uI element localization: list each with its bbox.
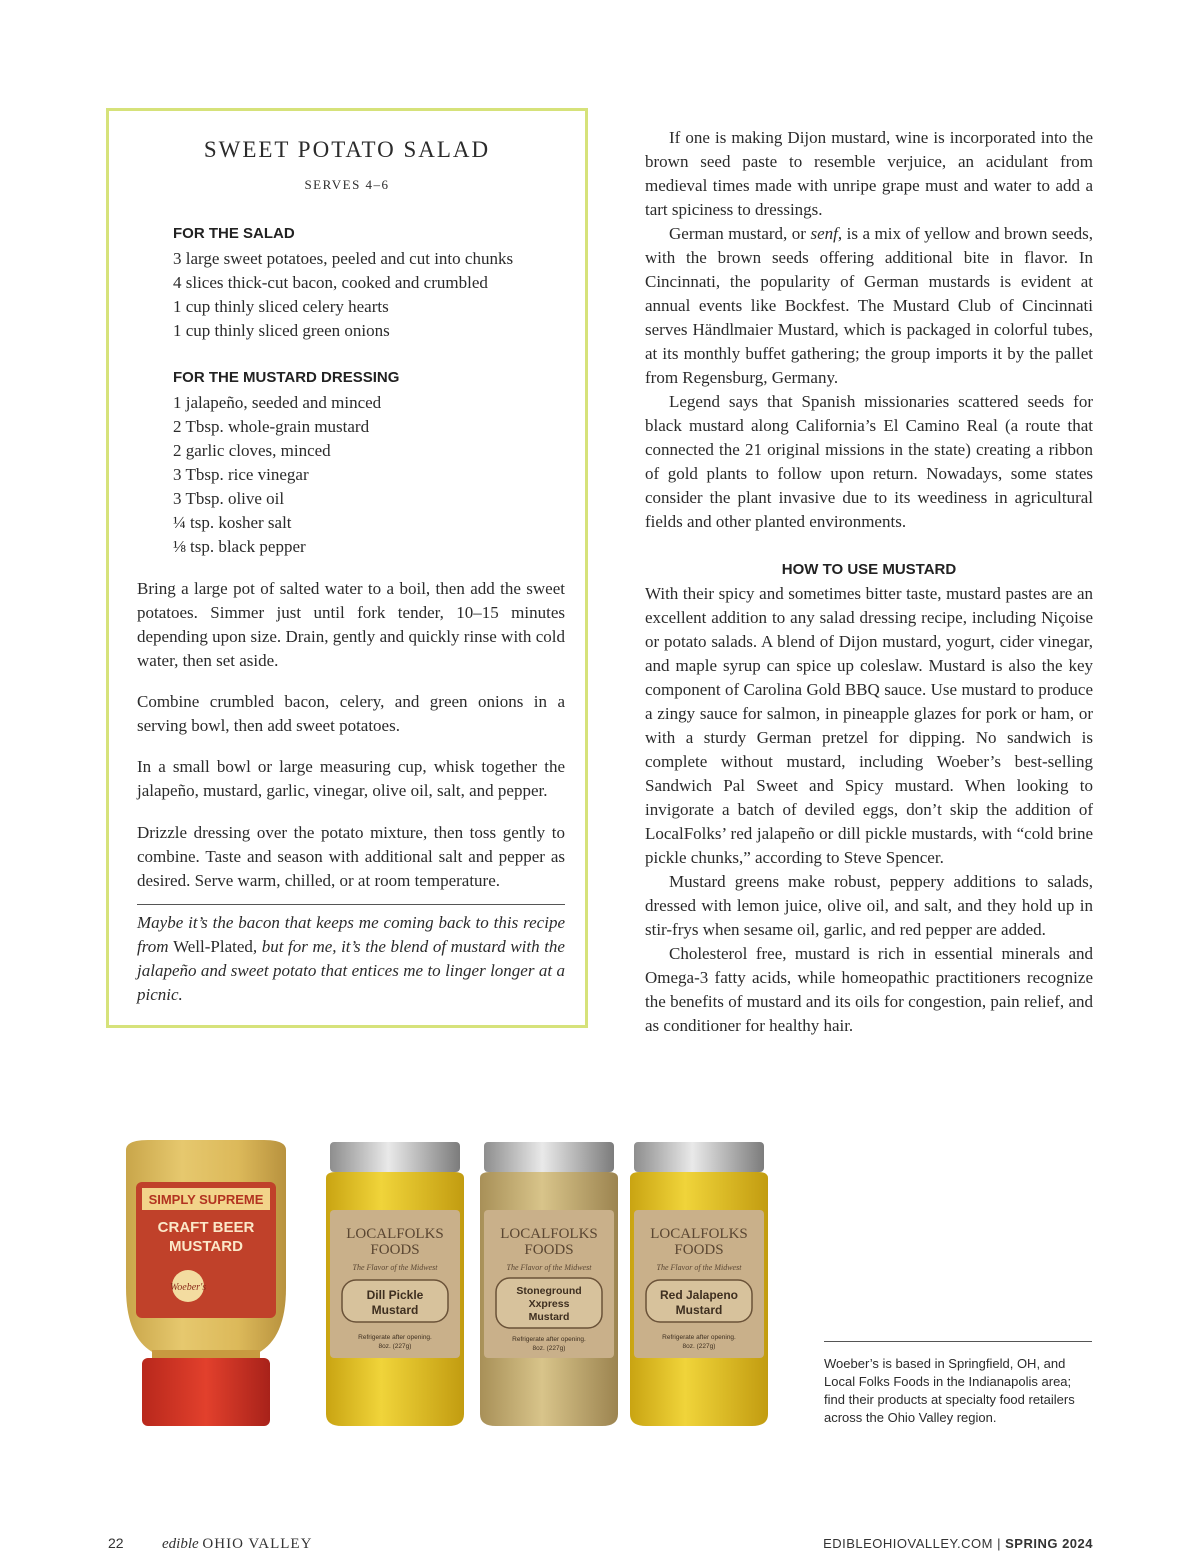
note-text: Maybe it’s the bacon that keeps me coming back to this recipe from xyxy=(137,913,565,956)
jar-name-text: Dill Pickle xyxy=(366,1288,424,1302)
note-source: Well-Plated xyxy=(173,937,253,956)
article-text: German mustard, or xyxy=(669,224,811,243)
jar-brand-text: FOODS xyxy=(524,1242,574,1258)
label-product-text: CRAFT BEER xyxy=(157,1219,255,1236)
note-text: , but for me, it’s the blend of mustard with the jalapeño and sweet potato that entices me to linger longer at a picnic. xyxy=(137,937,565,1004)
article-paragraph: If one is making Dijon mustard, wine is incorporated into the brown seed paste to resemble verjuice, an acidulant from medieval times made with unripe grape must and water to add a tart spiciness to dressings. xyxy=(645,128,1093,219)
mustard-jars-photo xyxy=(316,1138,812,1428)
ingredient-item: 4 slices thick-cut bacon, cooked and crumbled xyxy=(173,273,488,292)
recipe-note xyxy=(137,911,565,1007)
jar-name-text: Mustard xyxy=(675,1303,723,1317)
recipe-divider xyxy=(137,904,565,905)
footer-website: EDIBLEOHIOVALLEY.COM xyxy=(823,1536,993,1551)
jar-name-text: Mustard xyxy=(371,1303,419,1317)
magazine-name-region: OHIO VALLEY xyxy=(202,1536,313,1552)
ingredient-item: ¼ tsp. kosher salt xyxy=(173,513,292,532)
ingredient-item: 1 jalapeño, seeded and minced xyxy=(173,393,382,412)
jar-fine-text: 8oz. (227g) xyxy=(378,1343,412,1350)
article-paragraph: Legend says that Spanish missionaries scattered seeds for black mustard along California’s El Camino Real (a route that connected the 21 original missions in the state) creating a ribbon of gold plants to follow upon return. Nowadays, some states consider the plant invasive due to its weediness in agricultural fields and other planted environments. xyxy=(645,392,1093,531)
ingredient-item: 3 Tbsp. rice vinegar xyxy=(173,465,309,484)
bottle-cap xyxy=(142,1358,270,1426)
ingredient-item: ⅛ tsp. black pepper xyxy=(173,537,306,556)
jar-name-text: Xxpress xyxy=(528,1298,570,1310)
jar-brand-text: FOODS xyxy=(674,1242,724,1258)
jar-lid xyxy=(330,1142,460,1172)
jar-fine-text: Refrigerate after opening. xyxy=(512,1336,586,1343)
dressing-heading: FOR THE MUSTARD DRESSING xyxy=(173,369,400,386)
jar-brand-text: FOODS xyxy=(370,1242,420,1258)
ingredient-item: 2 garlic cloves, minced xyxy=(173,441,331,460)
jar-name-text: Mustard xyxy=(528,1311,570,1323)
recipe-step: In a small bowl or large measuring cup, whisk together the jalapeño, mustard, garlic, vinegar, olive oil, salt, and pepper. xyxy=(137,757,565,800)
jar-fine-text: Refrigerate after opening. xyxy=(662,1334,736,1341)
jar-brand-text: LOCALFOLKS xyxy=(346,1226,444,1242)
recipe-step: Combine crumbled bacon, celery, and green onions in a serving bowl, then add sweet potatoes. xyxy=(137,692,565,735)
article-column xyxy=(645,126,1093,1038)
jar-tagline-text: The Flavor of the Midwest xyxy=(352,1263,438,1272)
mustard-bottle-photo xyxy=(108,1138,304,1430)
ingredient-item: 3 Tbsp. olive oil xyxy=(173,489,285,508)
jar-dill-pickle xyxy=(326,1142,464,1426)
jar-stoneground-xxpress xyxy=(480,1142,618,1426)
recipe-box xyxy=(106,108,588,1028)
recipe-title: SWEET POTATO SALAD xyxy=(203,137,491,162)
jar-fine-text: 8oz. (227g) xyxy=(532,1345,566,1352)
footer-issue: SPRING 2024 xyxy=(1005,1536,1093,1551)
jar-tagline-text: The Flavor of the Midwest xyxy=(656,1263,742,1272)
jar-brand-text: LOCALFOLKS xyxy=(650,1226,748,1242)
label-maker-text: Woeber's xyxy=(169,1282,207,1293)
salad-heading: FOR THE SALAD xyxy=(173,225,295,242)
photo-caption: Woeber’s is based in Springfield, OH, and Local Folks Foods in the Indianapolis area; find their products at specialty food retailers across the Ohio Valley region. xyxy=(824,1356,1075,1425)
jar-lid xyxy=(634,1142,764,1172)
ingredient-item: 2 Tbsp. whole-grain mustard xyxy=(173,417,370,436)
jar-name-text: Red Jalapeno xyxy=(659,1288,739,1302)
jar-tagline-text: The Flavor of the Midwest xyxy=(506,1263,592,1272)
jar-fine-text: Refrigerate after opening. xyxy=(358,1334,432,1341)
jar-brand-text: LOCALFOLKS xyxy=(500,1226,598,1242)
footer-right xyxy=(823,1536,1093,1551)
footer-left xyxy=(108,1535,312,1553)
footer-separator: | xyxy=(997,1536,1001,1551)
jar-fine-text: 8oz. (227g) xyxy=(682,1343,716,1350)
article-paragraph: With their spicy and sometimes bitter taste, mustard pastes are an excellent addition to any salad dressing recipe, including Niçoise or potato salads. A blend of Dijon mustard, yogurt, cider vinegar, and maple syrup can spice up coleslaw. Mustard is also the key component of Carolina Gold BBQ sauce. Use mustard to produce a zingy sauce for salmon, in pineapple glazes for pork or ham, or with a sturdy German pretzel for dipping. No sandwich is complete without mustard, including Woeber’s best-selling Sandwich Pal Sweet and Spicy mustard. When looking to invigorate a batch of deviled eggs, don’t skip the addition of LocalFolks’ red jalapeño or dill pickle mustards, with “cold brine pickle chunks,” according to Steve Spencer. xyxy=(645,584,1093,867)
article-subheading: HOW TO USE MUSTARD xyxy=(781,561,957,578)
article-text: is a mix of yellow and brown seeds, with the brown seeds offering additional bite in flavor. In Cincinnati, the popularity of German mustards is evident at annual events like Bockfest. The Mustard Club of Cincinnati serves Händlmaier Mustard, which is packaged in colorful tubes, at its monthly buffet gathering; the group imports it by the pallet from Regensburg, Germany. xyxy=(645,224,1093,387)
dressing-ingredient-list xyxy=(173,391,381,559)
ingredient-item: 3 large sweet potatoes, peeled and cut into chunks xyxy=(173,249,514,268)
article-paragraph: Mustard greens make robust, peppery additions to salads, dressed with lemon juice, olive oil, and salt, and they hold up in stir-frys when sesame oil, garlic, and red pepper are added. xyxy=(645,872,1093,939)
ingredient-item: 1 cup thinly sliced green onions xyxy=(173,321,390,340)
label-product-text: MUSTARD xyxy=(169,1238,243,1255)
recipe-step: Bring a large pot of salted water to a boil, then add the sweet potatoes. Simmer just until fork tender, 10–15 minutes depending upon size. Drain, gently and quickly rinse with cold water, then set aside. xyxy=(137,579,565,670)
jar-name-text: Stoneground xyxy=(516,1285,582,1297)
article-paragraph: Cholesterol free, mustard is rich in essential minerals and Omega-3 fatty acids, while homeopathic practitioners recognize the benefits of mustard and its oils for congestion, pain relief, and as conditioner for healthy hair. xyxy=(645,944,1093,1035)
salad-ingredient-list xyxy=(173,247,513,343)
recipe-serves: SERVES 4–6 xyxy=(304,177,390,192)
jar-red-jalapeno xyxy=(630,1142,768,1426)
caption-divider xyxy=(824,1341,1092,1342)
recipe-step: Drizzle dressing over the potato mixture, then toss gently to combine. Taste and season with additional salt and pepper as desired. Serve warm, chilled, or at room temperature. xyxy=(137,823,565,890)
ingredient-item: 1 cup thinly sliced celery hearts xyxy=(173,297,389,316)
magazine-name-edible: edible xyxy=(162,1536,199,1552)
article-emphasis: senf, xyxy=(810,224,843,243)
jar-lid xyxy=(484,1142,614,1172)
page-number: 22 xyxy=(108,1535,124,1551)
label-brand-text: SIMPLY SUPREME xyxy=(148,1192,264,1207)
article-paragraph xyxy=(645,222,1093,390)
